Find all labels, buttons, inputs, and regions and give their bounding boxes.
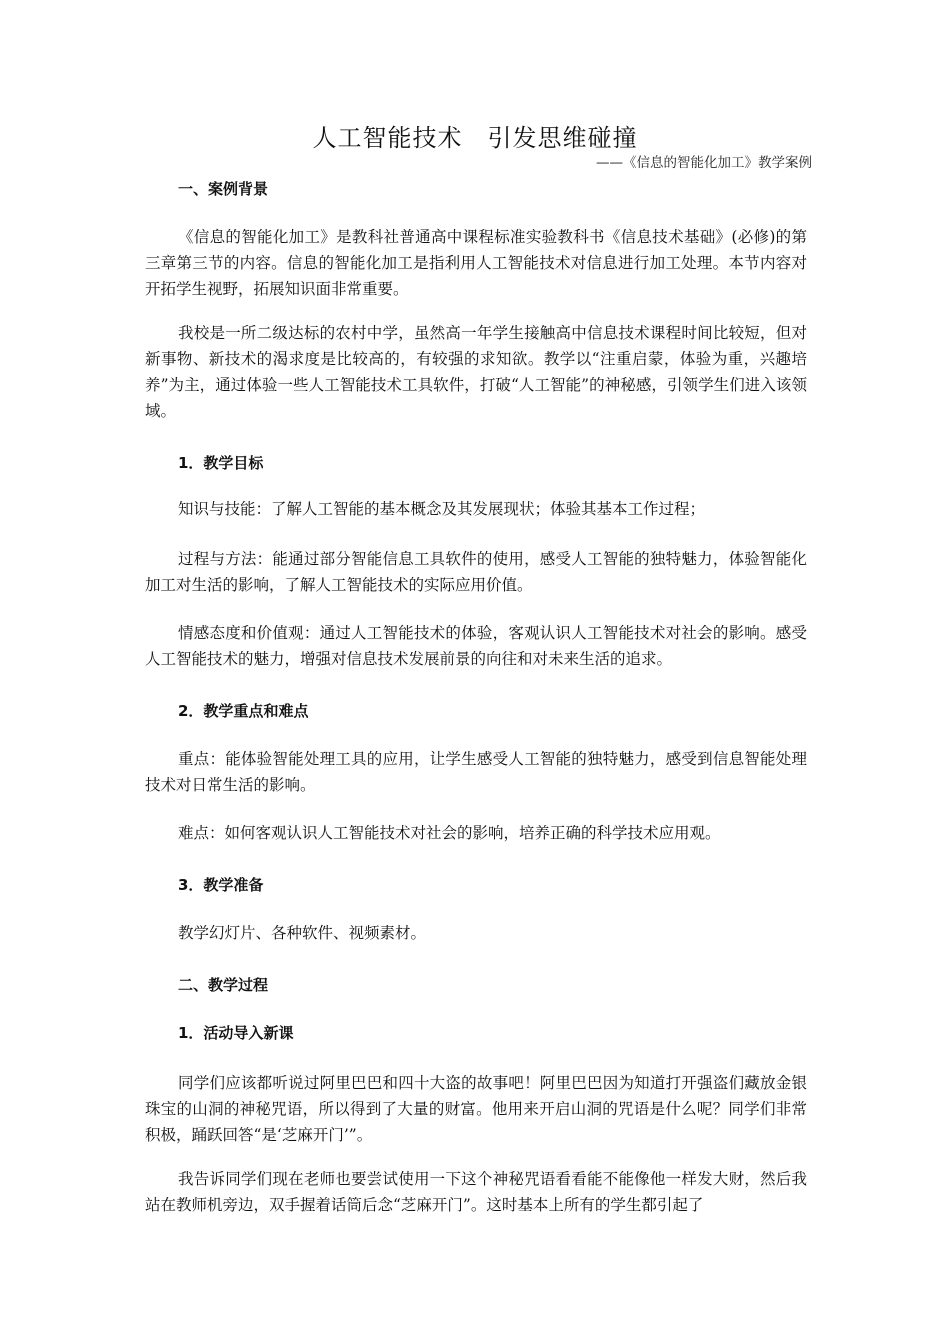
paragraph: 我告诉同学们现在老师也要尝试使用一下这个神秘咒语看看能不能像他一样发大财，然后我站在教师机旁边，双手握着话筒后念“芝麻开门”。这时基本上所有的学生都引起了 (145, 1170, 807, 1214)
paragraph: 《信息的智能化加工》是教科社普通高中课程标准实验教科书《信息技术基础》(必修)的第三章第三节的内容。信息的智能化加工是指利用人工智能技术对信息进行加工处理。本节内容对开拓学生视野，拓展知识面非常重要。 (145, 228, 807, 298)
paragraph: 情感态度和价值观：通过人工智能技术的体验，客观认识人工智能技术对社会的影响。感受人工智能技术的魅力，增强对信息技术发展前景的向往和对未来生活的追求。 (145, 624, 807, 668)
section-heading-teaching-process: 二、教学过程 (178, 976, 269, 994)
section-heading-preparation: 3．教学准备 (178, 876, 264, 894)
paragraph: 我校是一所二级达标的农村中学，虽然高一年学生接触高中信息技术课程时间比较短，但对新事物、新技术的渴求度是比较高的，有较强的求知欲。教学以“注重启蒙，体验为重，兴趣培养”为主，通过体验一些人工智能技术工具软件，打破“人工智能”的神秘感，引领学生们进入该领域。 (145, 324, 807, 420)
paragraph: 知识与技能：了解人工智能的基本概念及其发展现状；体验其基本工作过程； (178, 500, 706, 518)
paragraph: 难点：如何客观认识人工智能技术对社会的影响，培养正确的科学技术应用观。 (178, 824, 721, 842)
page-title: 人工智能技术 引发思维碰撞 (312, 124, 638, 152)
paragraph: 同学们应该都听说过阿里巴巴和四十大盗的故事吧！阿里巴巴因为知道打开强盗们藏放金银珠宝的山洞的神秘咒语，所以得到了大量的财富。他用来开启山洞的咒语是什么呢？同学们非常积极，踊跃回答“是‘芝麻开门’”。 (145, 1074, 807, 1144)
page-subtitle: ——《信息的智能化加工》教学案例 (596, 155, 812, 171)
section-heading-teaching-goals: 1．教学目标 (178, 454, 264, 472)
section-heading-key-points: 2．教学重点和难点 (178, 702, 309, 720)
paragraph: 教学幻灯片、各种软件、视频素材。 (178, 924, 427, 942)
section-heading-case-background: 一、案例背景 (178, 180, 269, 198)
paragraph: 过程与方法：能通过部分智能信息工具软件的使用，感受人工智能的独特魅力，体验智能化加工对生活的影响，了解人工智能技术的实际应用价值。 (145, 550, 807, 594)
paragraph: 重点：能体验智能处理工具的应用，让学生感受人工智能的独特魅力，感受到信息智能处理技术对日常生活的影响。 (145, 750, 807, 794)
section-heading-activity-intro: 1．活动导入新课 (178, 1024, 294, 1042)
